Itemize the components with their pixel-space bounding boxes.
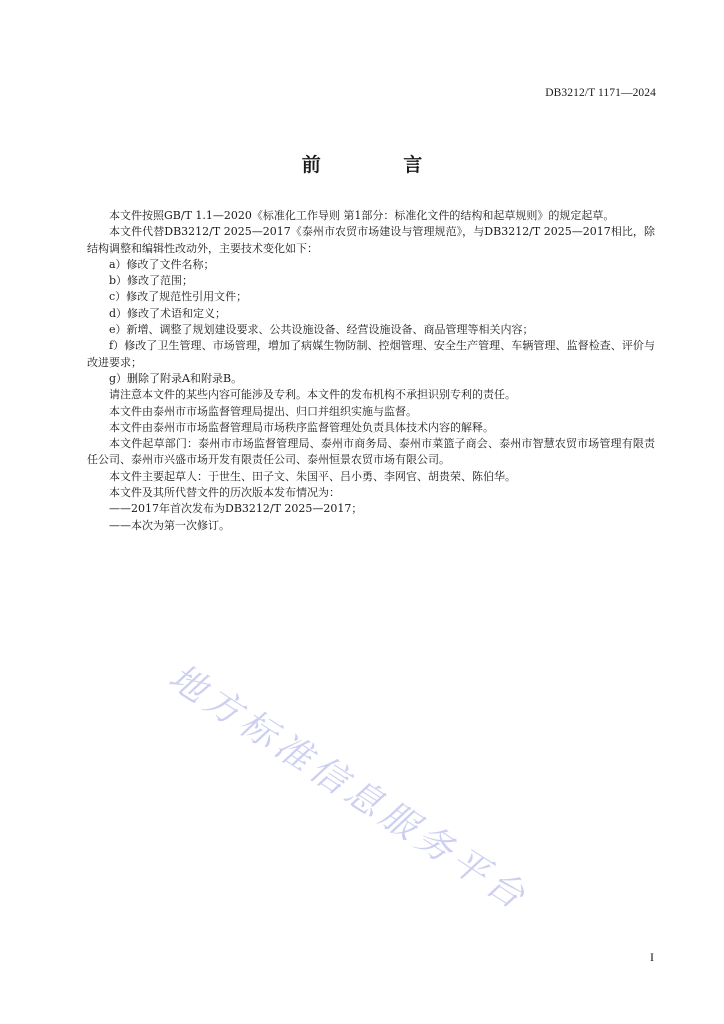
list-item: ——2017年首次发布为DB3212/T 2025—2017； bbox=[109, 502, 363, 516]
list-item: e）新增、调整了规划建设要求、公共设施设备、经营设施设备、商品管理等相关内容； bbox=[109, 323, 534, 337]
list-item: d）修改了术语和定义； bbox=[109, 306, 227, 320]
paragraph: 本文件起草部门：泰州市市场监督管理局、泰州市商务局、泰州市菜篮子商会、泰州市智慧农贸市场管理有限责任公司、泰州市兴盛市场开发有限责任公司、泰州恒景农贸市场有限公司。 bbox=[87, 437, 655, 467]
list-item: g）删除了附录A和附录B。 bbox=[109, 371, 243, 385]
list-item: a）修改了文件名称； bbox=[109, 257, 215, 271]
list-item: b）修改了范围； bbox=[109, 274, 194, 288]
list-item: ——本次为第一次修订。 bbox=[109, 518, 230, 532]
page-number: I bbox=[650, 950, 654, 964]
foreword-body bbox=[87, 208, 655, 534]
document-code: DB3212/T 1171—2024 bbox=[545, 87, 656, 99]
paragraph: 请注意本文件的某些内容可能涉及专利。本文件的发布机构不承担识别专利的责任。 bbox=[109, 388, 516, 402]
paragraph: 本文件及其所代替文件的历次版本发布情况为： bbox=[109, 486, 340, 500]
page-title: 前 言 bbox=[301, 154, 461, 176]
paragraph: 本文件主要起草人：于世生、田子文、朱国平、吕小勇、李网官、胡贵荣、陈伯华。 bbox=[109, 469, 516, 483]
list-item: c）修改了规范性引用文件； bbox=[109, 290, 248, 304]
watermark: 地方标准信息服务平台 bbox=[161, 656, 536, 920]
paragraph: 本文件按照GB/T 1.1—2020《标准化工作导则 第1部分：标准化文件的结构和起草规则》的规定起草。 bbox=[109, 209, 615, 222]
paragraph: 本文件由泰州市市场监督管理局市场秩序监督管理处负责具体技术内容的解释。 bbox=[109, 420, 494, 434]
paragraph: 本文件由泰州市市场监督管理局提出、归口并组织实施与监督。 bbox=[109, 404, 417, 418]
paragraph: 本文件代替DB3212/T 2025—2017《泰州市农贸市场建设与管理规范》，与DB3212/T 2025—2017相比，除结构调整和编辑性改动外，主要技术变化如下： bbox=[87, 225, 655, 255]
list-item: f）修改了卫生管理、市场管理，增加了病媒生物防制、控烟管理、安全生产管理、车辆管理、监督检查、评价与改进要求； bbox=[87, 339, 655, 369]
